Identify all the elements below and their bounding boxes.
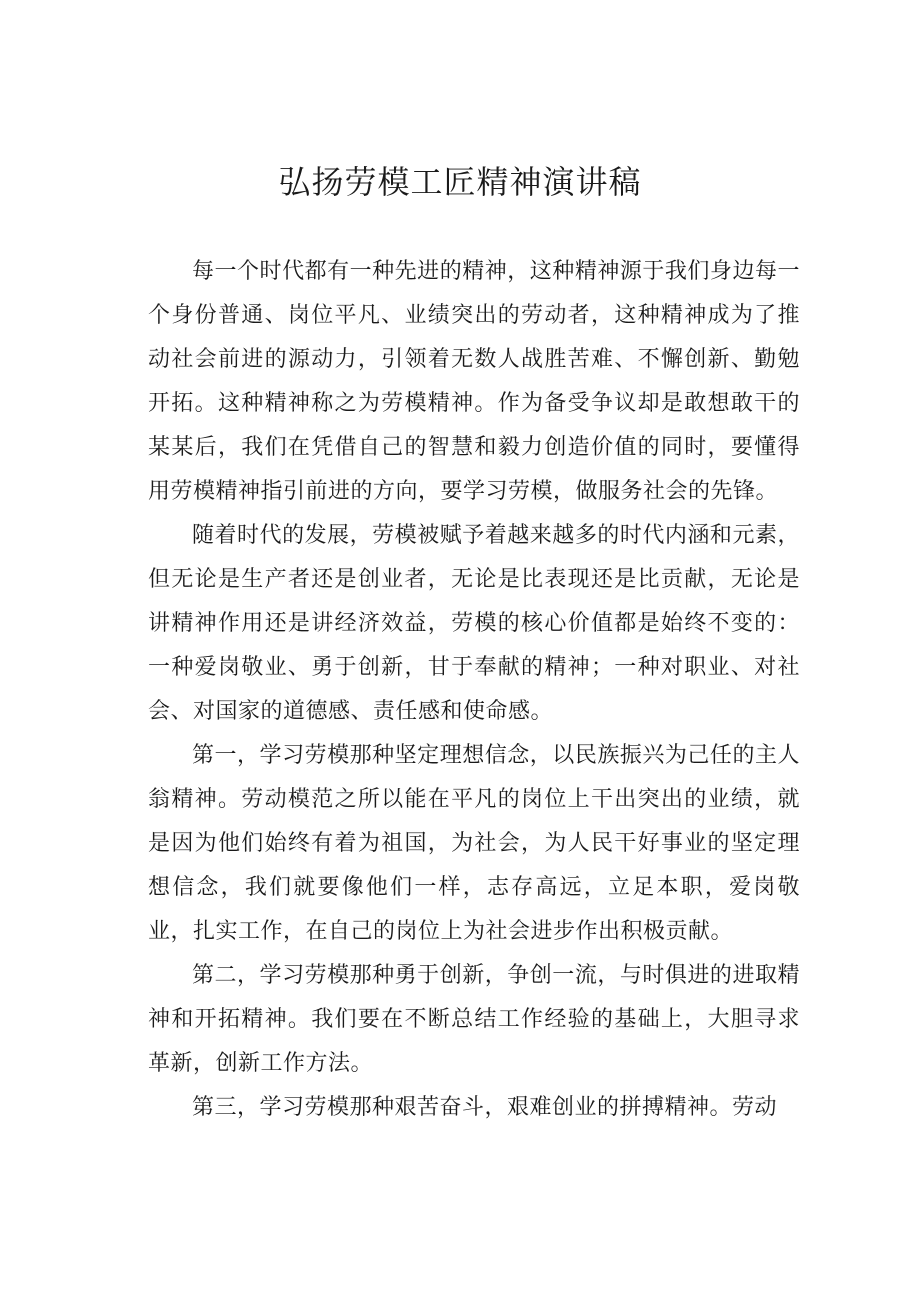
paragraph-2: 随着时代的发展，劳模被赋予着越来越多的时代内涵和元素，但无论是生产者还是创业者，无论是比表现还是比贡献，无论是讲精神作用还是讲经济效益，劳模的核心价值都是始终不变的：一种爱岗敬业、勇于创新，甘于奉献的精神；一种对职业、对社会、对国家的道德感、责任感和使命感。: [148, 523, 800, 724]
paragraph-5: 第三，学习劳模那种艰苦奋斗，艰难创业的拼搏精神。劳动: [192, 1095, 778, 1120]
paragraph-4: 第二，学习劳模那种勇于创新，争创一流，与时俱进的进取精神和开拓精神。我们要在不断总结工作经验的基础上，大胆寻求革新，创新工作方法。: [148, 963, 800, 1076]
paragraph-1: 每一个时代都有一种先进的精神，这种精神源于我们身边每一个身份普通、岗位平凡、业绩突出的劳动者，这种精神成为了推动社会前进的源动力，引领着无数人战胜苦难、不懈创新、勤勉开拓。这种精神称之为劳模精神。作为备受争议却是敢想敢干的某某后，我们在凭借自己的智慧和毅力创造价值的同时，要懂得用劳模精神指引前进的方向，要学习劳模，做服务社会的先锋。: [148, 259, 800, 504]
document-title: 弘扬劳模工匠精神演讲稿: [278, 163, 642, 201]
paragraph-3: 第一，学习劳模那种坚定理想信念，以民族振兴为己任的主人翁精神。劳动模范之所以能在平凡的岗位上干出突出的业绩，就是因为他们始终有着为祖国，为社会，为人民干好事业的坚定理想信念，我们就要像他们一样，志存高远，立足本职，爱岗敬业，扎实工作，在自己的岗位上为社会进步作出积极贡献。: [148, 743, 800, 944]
document-body: [148, 250, 800, 1130]
